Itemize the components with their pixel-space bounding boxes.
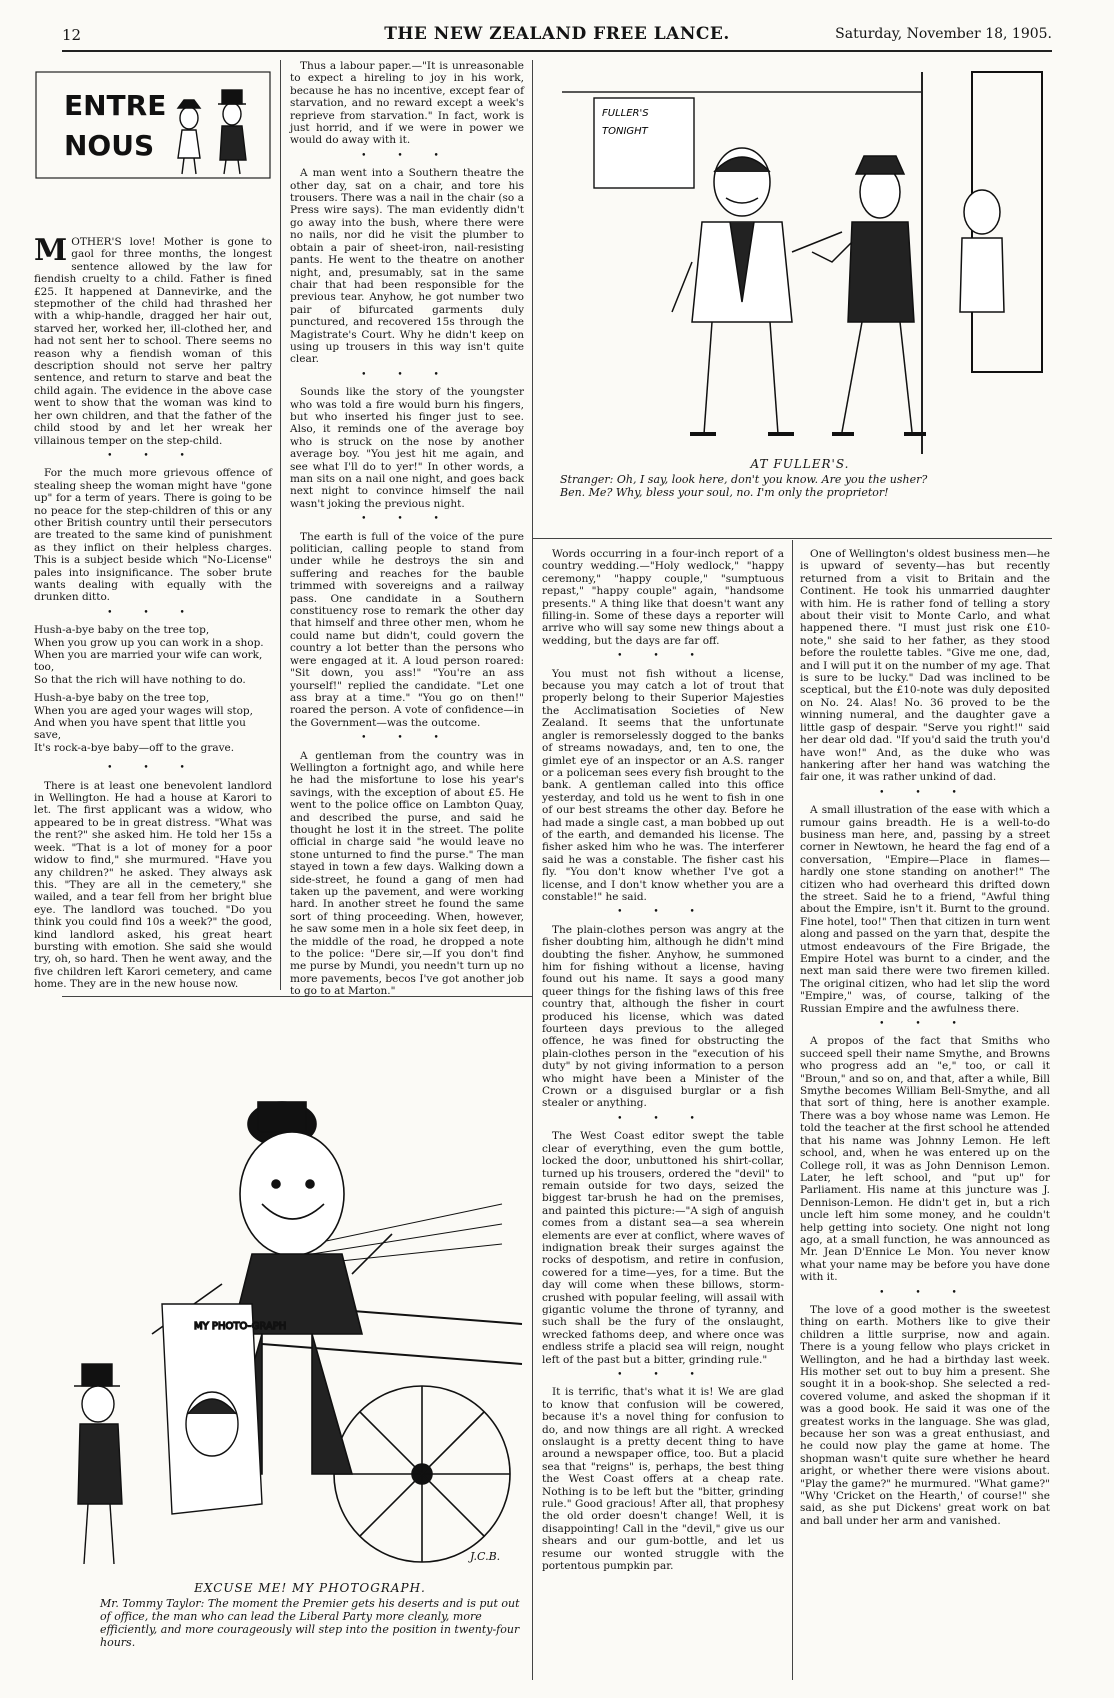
section-divider: • • • <box>617 1113 709 1124</box>
column-4 <box>800 548 1050 1686</box>
column-rule <box>532 60 533 540</box>
verse-block <box>34 624 272 754</box>
page-number: 12 <box>62 26 82 44</box>
col3-para3: The plain-clothes person was angry at the fisher doubting him, although he didn't mind doubting the fisher. Anyhow, he summoned him for fishing without a license, having found out his name. It says a good many queer things for the fishing laws of this free country that, although the fisher in court produced his license, which was dated fourteen days previous to the alleged offence, he was fined for obstructing the plain-clothes person in the "execution of his duty" by not giving information to a person who might have been a Minister of the Crown or a disguised burglar or a fish stealer or anything. <box>542 923 784 1110</box>
verse-line: So that the rich will have nothing to do. <box>34 673 246 686</box>
section-divider: • • • <box>617 907 709 918</box>
col1-para3: There is at least one benevolent landlord in Wellington. He had a house at Karori to let. The first applicant was a widow, who appeared to be in great distress. "What was the rent?" she asked him. He told her 15s a week. "That is a lot of money for a poor widow to find," she murmured. "Have you any children?" he asked. They always ask this. "They are all in the cemetery," she wailed, and a tear fell from her bright blue eye. The landlord was touched. "Do you think you could find 10s a week?" the good, kind landlord asked, his great heart bursting with emotion. She said she would try, oh, so hard. Then he went away, and the five children left Karori cemetery, and came home. They are in the new house now. <box>34 779 272 991</box>
photograph-caption-text: Mr. Tommy Taylor: The moment the Premier gets his deserts and is put out of office, the man who can lead the Liberal Party more cleanly, more efficiently, and more courageously will step into the position in twenty-four hours. <box>100 1597 520 1649</box>
fullers-dialogue-2: Ben. Me? Why, bless your soul, no. I'm only the proprietor! <box>560 486 889 499</box>
col1-para1: OTHER'S love! Mother is gone to gaol for three months, the longest sentence allowed by the law for fiendish cruelty to a child. Father is fined £25. It happened at Dannevirke, and the stepmother of the child had thrashed her with a whip-handle, dragged her hair out, starved her, worked her, ill-clothed her, and had not sent her to school. There seems no reason why a fiendish woman of this description should not serve her paltry sentence, and return to starve and beat the child again. The evidence in the above case went to show that the woman was kind to her own children, and that the father of the child stood by and let her wreak her villainous temper on the step-child. <box>34 236 272 447</box>
verse-stanza-2 <box>34 692 272 754</box>
fullers-cartoon <box>542 62 1050 454</box>
section-divider: • • • <box>361 733 453 744</box>
section-rule <box>62 996 532 997</box>
col4-para4: The love of a good mother is the sweetest thing on earth. Mothers like to give their children a little surprise, now and again. There is a young fellow who plays cricket in Wellington, and he had a birthday last week. His mother set out to buy him a present. She sought it in a book-shop. She selected a red-covered volume, and asked the shopman if it was a good book. He said it was one of the greatest works in the language. She was glad, because her son was a great enthusiast, and he could now play the game at home. The shopman wasn't quite sure whether he heard aright, or whether there were visions about. "Play the game?" he murmured. "What game?" "Why 'Cricket on the Hearth,' of course!" she said, as she put Dickens' great work on bat and ball under her arm and vanished. <box>800 1303 1050 1527</box>
wheel-drawing <box>334 1386 510 1562</box>
verse-line: It's rock-a-bye baby—off to the grave. <box>34 741 235 754</box>
section-divider: • • • <box>617 1370 709 1380</box>
section-divider: • • • <box>361 150 453 161</box>
col4-para3: A propos of the fact that Smiths who succeed spell their name Smythe, and Browns who progress add an "e," too, or call it "Broun," and so on, and that, after a while, Bill Smythe becomes William Bell-Smythe, and all that sort of thing, here is another example. There was a boy whose name was Lemon. He told the teacher at the first school he attended that his name was Johnny Lemon. He left school, and, when he was entered up on the College roll, it was as John Dennison Lemon. Later, he left school, and "put up" for Parliament. His name at this juncture was J. Dennison-Lemon. He didn't get in, but a rich uncle left him some money, and he couldn't help getting into society. One night not long ago, at a small function, he was announced as Mr. Jean D'Ennice Le Mon. You never know what your name may be before you have done with it. <box>800 1035 1050 1284</box>
column-1 <box>34 233 272 991</box>
section-divider: • • • <box>879 1019 971 1030</box>
page-header <box>62 22 1052 48</box>
verse-stanza-1 <box>34 624 272 686</box>
column-rule <box>532 540 533 1680</box>
col3-para1: Words occurring in a four-inch report of a country wedding.—"Holy wedlock," "happy ceremony," "happy couple," "sumptuous repast," "happy couple" again, "handsome presents." A thing like that doesn't want any filling-in. Some of these days a reporter will arrive who will say some new things about a wedding, but the days are far off. <box>542 548 784 647</box>
drop-cap: M <box>34 233 68 268</box>
verse-line: When you are aged your wages will stop, <box>34 704 253 717</box>
verse-line: When you are married your wife can work, too, <box>34 649 263 674</box>
verse-line: Hush-a-bye baby on the tree top, <box>34 692 210 705</box>
section-divider: • • • <box>617 651 709 662</box>
col4-para1: One of Wellington's oldest business men—he is upward of seventy—has but recently returned from a visit to Britain and the Continent. He took his unmarried daughter with him. He is rather fond of telling a story about their visit to Monte Carlo, and what happened there. "I must just risk one £10-note," she said to her father, as they stood before the roulette tables. "Give me one, dad, and I will put it on the number of my age. That is sure to be lucky." Dad was inclined to be sceptical, but the £10-note was duly deposited on No. 24. Alas! No. 36 proved to be the winning numeral, and the daughter gave a little gasp of despair. "Serve you right!" said her dear old dad. "If you'd said the truth you'd have won!" And, as the duke who was hankering after her hand was watching the fair one, it was rather unkind of dad. <box>800 548 1050 784</box>
col2-para4: The earth is full of the voice of the pure politician, calling people to stand from under while he destroys the sin and suffering and reaches for the bauble trimmed with sovereigns and a railway pass. One candidate in a Southern constituency rose to remark the other day that himself and three other men, whom he could name but didn't, could govern the country a lot better than the persons who were engaged at it. A loud person roared: "Sit down, you ass!" "You're an ass yourself!" replied the candidate. "Let one ass bray at a time." "You go on then!" roared the person. A vote of confidence—in the Government—was the outcome. <box>290 530 524 729</box>
col1-para2: For the much more grievous offence of stealing sheep the woman might have "gone up" for a term of years. There is going to be no peace for the step-children of this or any other British country until their persecutors are treated to the same kind of punishment as they inflict on their helpless charges. This is a subject beside which "No-License" pales into insignificance. The sober brute wants dealing with equally with the drunken ditto. <box>34 467 272 604</box>
poster-text-tonight: TONIGHT <box>602 126 648 137</box>
artist-signature: J.C.B. <box>470 1550 501 1563</box>
section-divider: • • • <box>879 787 971 798</box>
section-divider: • • • <box>361 369 453 380</box>
col3-para4: The West Coast editor swept the table clear of everything, even the gum bottle, locked the door, unbuttoned his shirt-collar, turned up his trousers, ordered the "devil" to remain outside for two days, seized the biggest tar-brush he had on the premises, and painted this picture:—"A sigh of anguish comes from a distant sea—a sea wherein elements are ever at conflict, where waves of indignation break their surges against the rocks of despotism, and retire in confusion, cowered for a time—yes, for a time. But the day will come when these billows, storm-crushed with popular feeling, will assail with gigantic volume the throne of tyranny, and such shall be the fury of the onslaught, wrecked fathoms deep, and where once was endless strife a placid sea will reign, nought left of the past but a bitter, grinding rule." <box>542 1130 784 1366</box>
column-rule <box>280 60 281 990</box>
photo-board-text: MY PHOTO-GRAPH <box>194 1321 287 1332</box>
section-divider: • • • <box>361 514 453 525</box>
verse-line: And when you have spent that little you save, <box>34 717 246 742</box>
masthead: THE NEW ZEALAND FREE LANCE. <box>384 24 730 44</box>
section-divider: • • • <box>107 607 199 618</box>
fullers-caption <box>560 458 1040 499</box>
verse-line: When you grow up you can work in a shop. <box>34 636 264 649</box>
col2-para3: Sounds like the story of the youngster who was told a fire would burn his fingers, but who inserted his finger just to see. Also, it reminds one of the average boy who is struck on the nose by another average boy. "You jest hit me again, and see what I'll do to yer!" In other words, a man sits on a nail one night, and goes back next night to convince himself the nail wasn't joking the previous night. <box>290 386 524 510</box>
column-3 <box>542 548 784 1686</box>
fullers-dialogue-1: Stranger: Oh, I say, look here, don't you know. Are you the usher? <box>560 473 928 486</box>
column-rule <box>792 540 793 1680</box>
col2-para1: Thus a labour paper.—"It is unreasonable to expect a hireling to joy in his work, because he has no incentive, except fear of starvation, and no reward except a week's reprieve from starvation." In fact, work is just horrid, and if we were in power we would do away with it. <box>290 60 524 147</box>
photograph-caption <box>100 1582 520 1649</box>
col2-para5: A gentleman from the country was in Wellington a fortnight ago, and while here he had the misfortune to lose his year's savings, with the exception of about £5. He went to the police office on Lambton Quay, and described the purse, and said he thought he lost it in the street. The polite official in charge said "he would leave no stone unturned to find the purse." The man stayed in town a few days. Walking down a side-street, he found a gang of men had taken up the pavement, and were working hard. In another street he found the same sort of thing proceeding. When, however, he saw some men in a hole six feet deep, in the middle of the road, he dropped a note to the police: "Dere sir,—If you don't find me purse by Mundi, you needn't turn up no more pavements, becos I've got another job to go to at Marton." <box>290 749 524 998</box>
header-rule <box>62 50 1052 52</box>
section-divider: • • • <box>107 450 199 461</box>
photograph-title: EXCUSE ME! MY PHOTOGRAPH. <box>194 1581 426 1595</box>
fullers-title: AT FULLER'S. <box>750 457 850 471</box>
usher-figure <box>960 190 1004 312</box>
col3-para5: It is terrific, that's what it is! We are glad to know that confusion will be cowered, because it's a novel thing for confusion to do, and now things are all right. A wrecked onslaught is a pretty decent thing to have around a newspaper office, too. But a placid sea that "reigns" is, perhaps, the best thing the West Coast offers at a cheap rate. Nothing is to be left but the "bitter, grinding rule." Good gracious! After all, that prophesy the old order doesn't change! Well, it is disappointing! Call in the "devil," give us our shears and our gum-bottle, and let us resume our wonted struggle with the portentous pumpkin par. <box>542 1386 784 1573</box>
issue-date: Saturday, November 18, 1905. <box>835 26 1052 42</box>
section-divider: • • • <box>879 1287 971 1298</box>
entre-nous-logo <box>34 70 272 180</box>
poster-text-fullers: FULLER'S <box>602 108 649 119</box>
verse-line: Hush-a-bye baby on the tree top, <box>34 624 210 637</box>
col3-para2: You must not fish without a license, because you may catch a lot of trout that properly belong to their Superior Majesties the Acclimatisation Societies of New Zealand. It seems that the unfortunate angler is remorselessly dogged to the banks of streams nowadays, and, ten to one, the gimlet eye of an inspector or an A.S. ranger or a policeman sees every fish brought to the bank. A gentleman called into this office yesterday, and told us he went to fish in one of our best streams the other day. Before he had made a single cast, a man bobbed up out of the earth, and demanded his license. The fisher asked him who he was. The interferer said he was a constable. The fisher cast his fly. "You don't know whether I've got a license, and I don't know whether you are a constable!" he said. <box>542 667 784 903</box>
section-divider: • • • <box>107 763 199 774</box>
column-2 <box>290 60 524 998</box>
logo-text-entre: ENTRE <box>64 89 167 122</box>
logo-text-nous: NOUS <box>64 129 155 162</box>
col4-para2: A small illustration of the ease with which a rumour gains breadth. He is a well-to-do business man here, and, passing by a street corner in Newtown, he heard the fag end of a conversation, "Empire—Place in flames—hardly one stone standing on another!" The citizen who had overheard this drifted down the street. Said he to a friend, "Awful thing about the Empire, isn't it. Burnt to the ground. Fine hotel, too!" Then that citizen in turn went along and passed on the yarn that, despite the utmost endeavours of the Fire Brigade, the Empire Hotel was burnt to a cinder, and the next man said there were two firemen killed. The original citizen, who had let slip the word "Empire," was, of course, talking of the Russian Empire and the awfulness there. <box>800 804 1050 1015</box>
photograph-cartoon <box>62 1004 524 1574</box>
section-rule <box>532 538 1052 539</box>
col2-para2: A man went into a Southern theatre the other day, sat on a chair, and tore his trousers. There was a nail in the chair (so a Press wire says). The man evidently didn't go away into the bush, where there were no nails, nor did he visit the plumber to obtain a pair of sheet-iron, nail-resisting pants. He went to the theatre on another night, and, presumably, sat in the same chair that had been responsible for the previous tear. Anyhow, he got number two pair of bifurcated garments duly punctured, and recovered 15s through the Magistrate's Court. Why he didn't keep on using up trousers in this way isn't quite clear. <box>290 167 524 366</box>
